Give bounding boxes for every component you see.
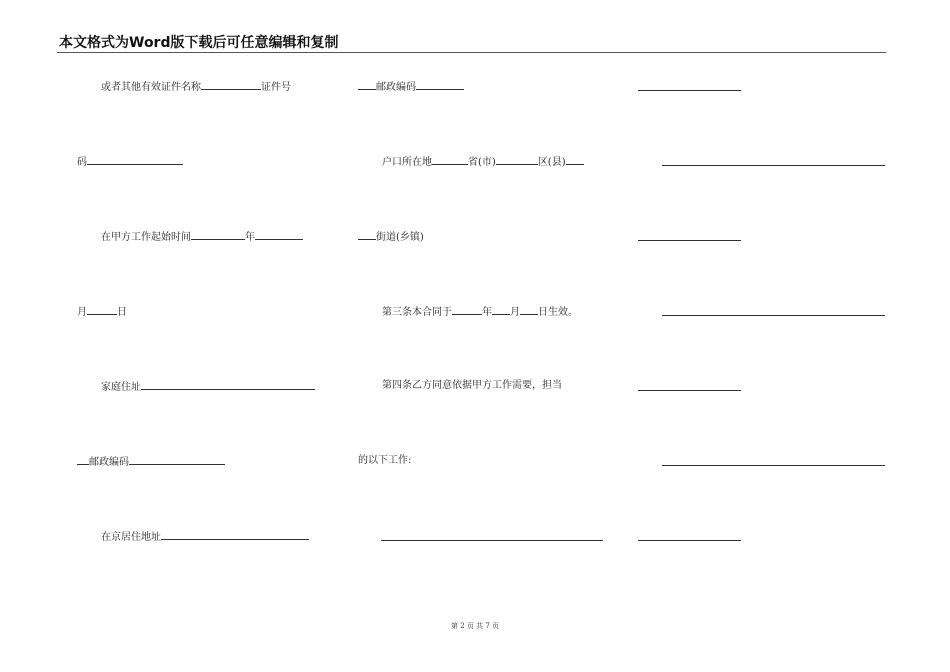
blank-line	[638, 90, 741, 91]
col1-line-home-address	[101, 380, 315, 394]
blank-line	[662, 465, 885, 466]
blank-line	[566, 155, 584, 165]
article-3-label: 第三条本合同于	[382, 307, 452, 318]
blank-line	[432, 155, 468, 165]
col2-line-hukou	[382, 155, 584, 169]
blank-line	[381, 540, 603, 541]
postcode-label: 邮政编码	[376, 82, 416, 93]
district-label: 区(县)	[537, 157, 566, 168]
blank-line	[129, 455, 225, 465]
month-label: 月	[77, 307, 87, 318]
col1-line-month-day	[77, 305, 127, 319]
col1-line-id-number	[77, 155, 183, 169]
col1-line-postcode	[77, 455, 225, 469]
beijing-address-label: 在京居住地址	[101, 532, 161, 543]
col2-line-work	[358, 455, 411, 467]
blank-line	[662, 315, 885, 316]
page-number: 第 2 页 共 7 页	[450, 622, 500, 630]
blank-line	[638, 540, 741, 541]
blank-line	[87, 305, 117, 315]
blank-line	[520, 305, 538, 315]
blank-line	[662, 165, 885, 166]
col1-line-start-time	[101, 230, 303, 244]
col2-line-article-4	[382, 380, 562, 392]
province-label: 省(市)	[468, 157, 496, 168]
postcode-label: 邮政编码	[89, 457, 129, 468]
blank-line	[161, 530, 309, 540]
id-number-label-cont: 码	[77, 157, 87, 168]
day-label: 日	[117, 307, 127, 318]
blank-line	[638, 240, 741, 241]
id-name-label: 或者其他有效证件名称	[101, 82, 201, 93]
blank-line	[191, 230, 245, 240]
col2-line-article-3	[382, 305, 578, 319]
id-number-label: 证件号	[261, 82, 291, 93]
blank-line	[492, 305, 510, 315]
blank-line	[496, 155, 538, 165]
blank-line	[201, 80, 261, 90]
effective-label: 日生效。	[538, 307, 578, 318]
work-label: 的以下工作:	[358, 455, 412, 466]
col1-line-id-name	[101, 80, 291, 94]
home-address-label: 家庭住址	[101, 382, 141, 393]
blank-line	[77, 455, 89, 465]
start-time-label: 在甲方工作起始时间	[101, 232, 191, 243]
header-title: 本文格式为Word版下载后可任意编辑和复制	[59, 35, 339, 51]
blank-line	[141, 380, 315, 390]
article-4-label: 第四条乙方同意依据甲方工作需要，担当	[382, 380, 562, 391]
hukou-label: 户口所在地	[382, 157, 432, 168]
blank-line	[358, 80, 376, 90]
blank-line	[255, 230, 303, 240]
blank-line	[452, 305, 482, 315]
col2-line-postcode	[358, 80, 464, 94]
col2-line-street	[358, 230, 424, 244]
year-label: 年	[482, 307, 492, 318]
col1-line-beijing-address	[101, 530, 309, 544]
blank-line	[416, 80, 464, 90]
blank-line	[358, 230, 376, 240]
blank-line	[638, 390, 741, 391]
page-header	[57, 35, 886, 53]
month-label: 月	[510, 307, 520, 318]
blank-line	[87, 155, 183, 165]
year-label: 年	[245, 232, 255, 243]
street-label: 街道(乡镇)	[376, 232, 424, 243]
